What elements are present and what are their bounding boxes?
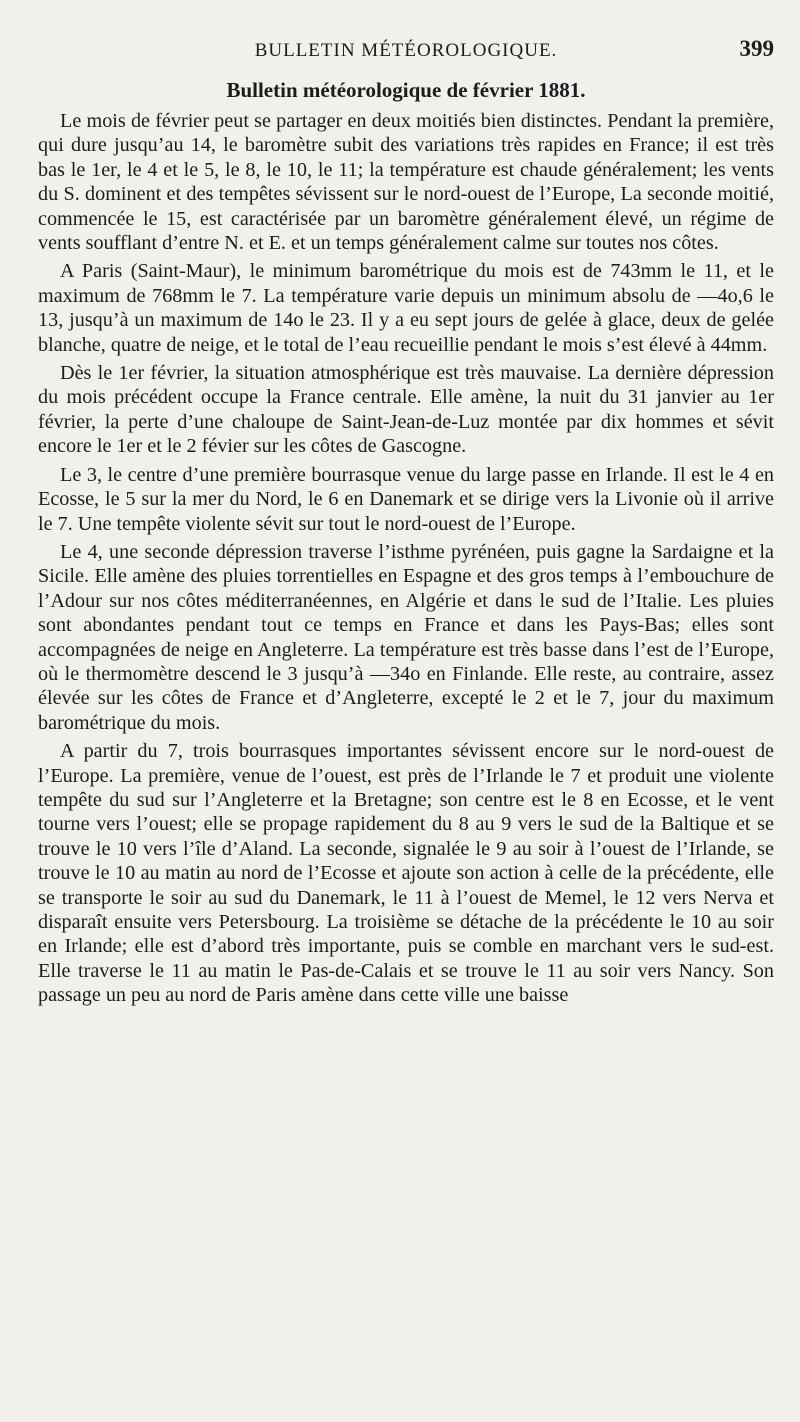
running-header <box>38 36 774 76</box>
paragraph: Le mois de février peut se partager en deux moitiés bien distinctes. Pendant la première, qui dure jusqu’au 14, le baromètre subit des variations très rapides en France; il est très bas le 1er, le 4 et le 5, le 8, le 10, le 11; la température est chaude généralement; les vents du S. dominent et des tempêtes sévissent sur le nord-ouest de l’Europe, La seconde moitié, commencée le 15, est caractérisée par un baromètre généralement élevé, un régime de vents soufflant d’entre N. et E. et un temps généralement calme sur toutes nos côtes. <box>38 110 774 255</box>
article-title: Bulletin météorologique de février 1881. <box>226 78 586 102</box>
paragraph: Le 4, une seconde dépression traverse l’isthme pyrénéen, puis gagne la Sardaigne et la Sicile. Elle amène des pluies torrentielles en Espagne et des gros temps à l’embouchure de l’Adour sur nos côtes méditerranéennes, en Algérie et dans le sud de l’Italie. Les pluies sont abondantes pendant tout ce temps en France et dans les Pays-Bas; elles sont accompagnées de neige en Angleterre. La température est très basse dans l’est de l’Europe, où le thermomètre descend le 3 jusqu’à —34o en Finlande. Elle reste, au contraire, assez élevée sur les côtes de France et d’Angleterre, excepté le 2 et le 7, jour du maximum barométrique du mois. <box>38 540 774 734</box>
running-title: BULLETIN MÉTÉOROLOGIQUE. <box>254 40 558 61</box>
paragraph: Dès le 1er février, la situation atmosphérique est très mauvaise. La dernière dépression du mois précédent occupe la France centrale. Elle amène, la nuit du 31 janvier au 1er février, la perte d’une chaloupe de Saint-Jean-de-Luz montée par dix hommes et sévit encore le 1er et le 2 févier sur les côtes de Gascogne. <box>38 362 774 458</box>
page-number: 399 <box>739 36 774 61</box>
paragraph: Le 3, le centre d’une première bourrasque venue du large passe en Irlande. Il est le 4 en Ecosse, le 5 sur la mer du Nord, le 6 en Danemark et se dirige vers la Livonie où il arrive le 7. Une tempête violente sévit sur tout le nord-ouest de l’Europe. <box>38 463 774 535</box>
article-body <box>38 109 774 1008</box>
paragraph: A partir du 7, trois bourrasques importantes sévissent encore sur le nord-ouest de l’Europe. La première, venue de l’ouest, est près de l’Irlande le 7 et produit une violente tempête du sud sur l’Angleterre et la Bretagne; son centre est le 8 en Ecosse, et le vent tourne vers l’ouest; elle se propage rapidement du 8 au 9 vers le sud de la Baltique et se trouve le 10 vers l’île d’Aland. La seconde, signalée le 9 au soir à l’ouest de l’Irlande, se trouve le 10 au matin au nord de l’Ecosse et ajoute son action à celle de la précédente, elle se transporte le soir au sud du Danemark, le 11 à l’ouest de Memel, le 12 vers Nerva et disparaît ensuite vers Petersbourg. La troisième se détache de la précédente le 10 au soir en Irlande; elle est d’abord très importante, puis se comble en marchant vers le sud-est. Elle traverse le 11 au matin le Pas-de-Calais et se trouve le 11 au soir vers Nancy. Son passage un peu au nord de Paris amène dans cette ville une baisse <box>38 740 774 1007</box>
paragraph: A Paris (Saint-Maur), le minimum barométrique du mois est de 743mm le 11, et le maximum de 768mm le 7. La température varie depuis un minimum absolu de —4o,6 le 13, jusqu’à un maximum de 14o le 23. Il y a eu sept jours de gelée à glace, deux de gelée blanche, quatre de neige, et le total de l’eau recueillie pendant le mois s’est élevé à 44mm. <box>38 260 774 356</box>
